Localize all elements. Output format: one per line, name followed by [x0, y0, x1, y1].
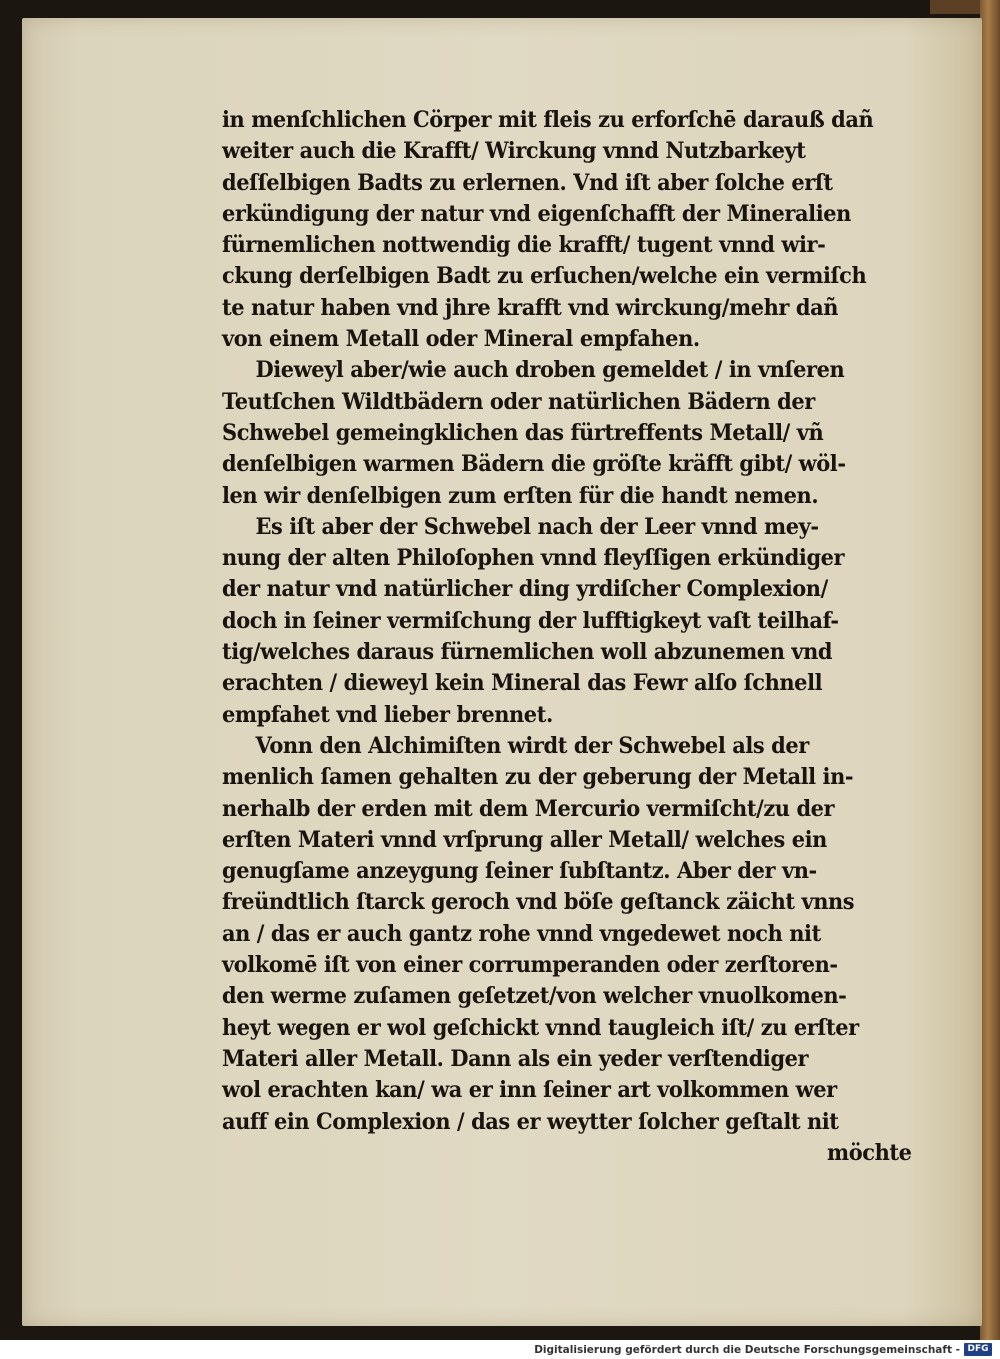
text-line: der natur vnd natürlicher ding yrdiſcher Complexion/ [222, 576, 828, 603]
text-line: heyt wegen er wol geſchickt vnnd taugleich iſt/ zu erſter [222, 1014, 859, 1041]
text-line: in menſchlichen Cörper mit fleis zu erforſchē darauß dañ [222, 107, 874, 133]
text-line: genugſame anzeygung ſeiner ſubſtantz. Aber der vn- [222, 858, 817, 885]
text-line: an / das er auch gantz rohe vnnd vngedewet noch nit [222, 920, 821, 947]
funding-credit: Digitalisierung gefördert durch die Deutsche Forschungsgemeinschaft - [534, 1344, 960, 1356]
text-line: fürnemlichen nottwendig die krafft/ tugent vnnd wir- [222, 232, 826, 259]
text-line: denſelbigen warmen Bädern die gröſte kräfft gibt/ wöl- [222, 451, 846, 478]
text-line: freündtlich ſtarck geroch vnd böſe geſtanck zäicht vnns [222, 889, 855, 916]
text-line: empfahet vnd lieber brennet. [222, 701, 553, 728]
text-line: wol erachten kan/ wa er inn ſeiner art volkommen wer [222, 1077, 837, 1104]
text-line: ckung derſelbigen Badt zu erſuchen/welche ein vermiſch [222, 263, 867, 290]
text-line: nung der alten Philoſophen vnnd fleyſſigen erkündiger [222, 545, 845, 572]
paragraph-start-line: Es iſt aber der Schwebel nach der Leer vnnd mey- [255, 513, 819, 540]
text-line: Materi aller Metall. Dann als ein yeder verſtendiger [222, 1045, 809, 1072]
text-line: Schwebel gemeingklichen das fürtreffents Metall/ vñ [222, 419, 824, 446]
text-line: nerhalb der erden mit dem Mercurio vermiſcht/zu der [222, 795, 835, 822]
text-line: te natur haben vnd jhre krafft vnd wirckung/mehr dañ [222, 294, 839, 321]
text-line: von einem Metall oder Mineral empfahen. [222, 326, 700, 353]
text-line: weiter auch die Krafft/ Wirckung vnnd Nutzbarkeyt [222, 138, 806, 165]
text-line: deſſelbigen Badts zu erlernen. Vnd iſt aber ſolche erſt [222, 169, 833, 196]
catchword: möchte [827, 1139, 912, 1166]
text-line: len wir denſelbigen zum erſten für die handt nemen. [222, 482, 819, 509]
text-line: erſten Materi vnnd vrſprung aller Metall/ welches ein [222, 826, 827, 853]
paragraph-start-line: Dieweyl aber/wie auch droben gemeldet / in vnſeren [255, 357, 845, 384]
text-line: den werme zuſamen geſetzet/von welcher vnuolkomen- [222, 983, 847, 1010]
page-text [222, 105, 932, 1169]
text-line: doch in ſeiner vermiſchung der lufftigkeyt vaſt teilhaf- [222, 607, 839, 634]
text-line: tig/welches daraus fürnemlichen woll abzunemen vnd [222, 639, 833, 666]
text-line: volkomē iſt von einer corrumperanden oder zerſtoren- [222, 952, 838, 979]
text-line: menlich ſamen gehalten zu der geberung der Metall in- [222, 764, 854, 791]
text-line: erachten / dieweyl kein Mineral das Fewr alſo ſchnell [222, 670, 823, 697]
text-line: erkündigung der natur vnd eigenſchafft der Mineralien [222, 200, 851, 227]
footer-bar [0, 1340, 1000, 1359]
paragraph-start-line: Vonn den Alchimiſten wirdt der Schwebel als der [255, 732, 809, 759]
binding-board-edge [980, 0, 1000, 1340]
dfg-logo-icon[interactable]: DFG [964, 1343, 992, 1356]
text-line: Teutſchen Wildtbädern oder natürlichen Bädern der [222, 388, 815, 415]
text-line: auff ein Complexion / das er weytter ſolcher geſtalt nit [222, 1108, 839, 1135]
